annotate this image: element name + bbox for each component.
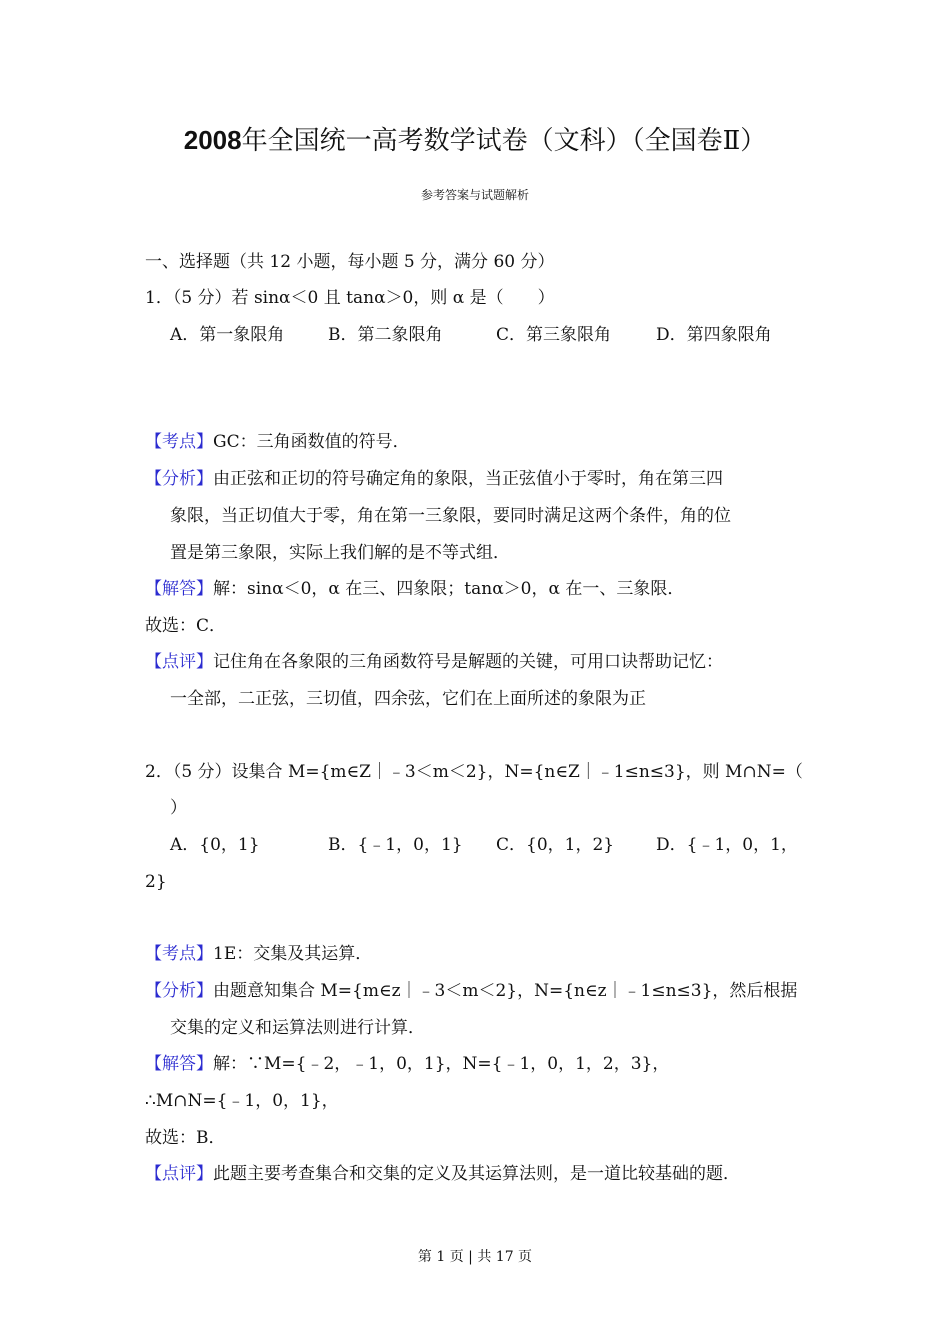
q1-option-c: C．第三象限角	[496, 325, 612, 345]
q1-fenxi-line: 置是第三象限，实际上我们解的是不等式组．	[170, 543, 510, 563]
q2-kaodian	[145, 943, 372, 965]
q1-stem: 1．（5 分）若 sinα＜0 且 tanα＞0，则 α 是（ ）	[145, 288, 555, 308]
q2-options	[170, 834, 798, 856]
kaodian-label: 【考点】	[145, 944, 213, 964]
q1-option-a: A．第一象限角	[170, 325, 285, 345]
title-text: 年全国统一高考数学试卷（文科）（全国卷Ⅱ）	[241, 126, 767, 156]
fenxi-label: 【分析】	[145, 469, 213, 489]
q2-dianping	[145, 1163, 740, 1185]
dianping-label: 【点评】	[145, 652, 213, 672]
q2-option-d: D．{﹣1，0，1，	[656, 835, 798, 855]
q1-kaodian-text: GC：三角函数值的符号．	[213, 432, 410, 452]
section-heading: 一、选择题（共 12 小题，每小题 5 分，满分 60 分）	[145, 252, 555, 272]
q2-fenxi-line: 交集的定义和运算法则进行计算．	[170, 1018, 425, 1038]
document-title	[0, 124, 950, 157]
fenxi-label: 【分析】	[145, 981, 213, 1001]
q2-option-d-cont: 2}	[145, 872, 167, 892]
q1-fenxi-line: 由正弦和正切的符号确定角的象限，当正弦值小于零时，角在第三四	[213, 469, 723, 489]
dianping-label: 【点评】	[145, 1164, 213, 1184]
q1-dianping-line: 一全部，二正弦，三切值，四余弦，它们在上面所述的象限为正	[170, 689, 646, 709]
q2-option-b: B．{﹣1，0，1}	[328, 835, 463, 855]
q2-jieda-text: 解：∵M={﹣2，﹣1，0，1}，N={﹣1，0，1，2，3}，	[213, 1054, 670, 1074]
q2-option-a: A．{0，1}	[170, 835, 260, 855]
q1-jieda-text: 解：sinα＜0，α 在三、四象限；tanα＞0，α 在一、三象限．	[213, 579, 685, 599]
q1-option-b: B．第二象限角	[328, 325, 443, 345]
kaodian-label: 【考点】	[145, 432, 213, 452]
q2-therefore: ∴M∩N={﹣1，0，1}，	[145, 1091, 339, 1111]
q1-fenxi-line: 象限，当正切值大于零，角在第一三象限，要同时满足这两个条件，角的位	[170, 506, 731, 526]
q1-dianping	[145, 651, 723, 673]
q2-option-c: C．{0，1，2}	[496, 835, 615, 855]
subtitle: 参考答案与试题解析	[420, 188, 529, 202]
q2-dianping-text: 此题主要考查集合和交集的定义及其运算法则，是一道比较基础的题．	[213, 1164, 740, 1184]
q1-option-d: D．第四象限角	[656, 325, 772, 345]
q1-kaodian	[145, 431, 410, 453]
jieda-label: 【解答】	[145, 579, 213, 599]
q2-fenxi	[145, 980, 797, 1002]
q1-dianping-line: 记住角在各象限的三角函数符号是解题的关键，可用口诀帮助记忆：	[213, 652, 723, 672]
page-footer: 第 1 页 | 共 17 页	[417, 1249, 533, 1265]
q2-stem-cont: ）	[170, 798, 187, 818]
q2-fenxi-line: 由题意知集合 M={m∈z｜﹣3＜m＜2}，N={n∈z｜﹣1≤n≤3}，然后根据	[213, 981, 798, 1001]
q1-jieda	[145, 578, 684, 600]
q1-options	[170, 324, 772, 346]
jieda-label: 【解答】	[145, 1054, 213, 1074]
q2-kaodian-text: 1E：交集及其运算．	[213, 944, 373, 964]
title-year: 2008	[183, 125, 242, 155]
q2-answer: 故选：B．	[145, 1128, 226, 1148]
q2-jieda	[145, 1053, 669, 1075]
q1-answer: 故选：C．	[145, 616, 227, 636]
q2-stem: 2．（5 分）设集合 M={m∈Z｜﹣3＜m＜2}，N={n∈Z｜﹣1≤n≤3}，则 M∩N=（	[145, 762, 803, 782]
q1-fenxi	[145, 468, 723, 490]
